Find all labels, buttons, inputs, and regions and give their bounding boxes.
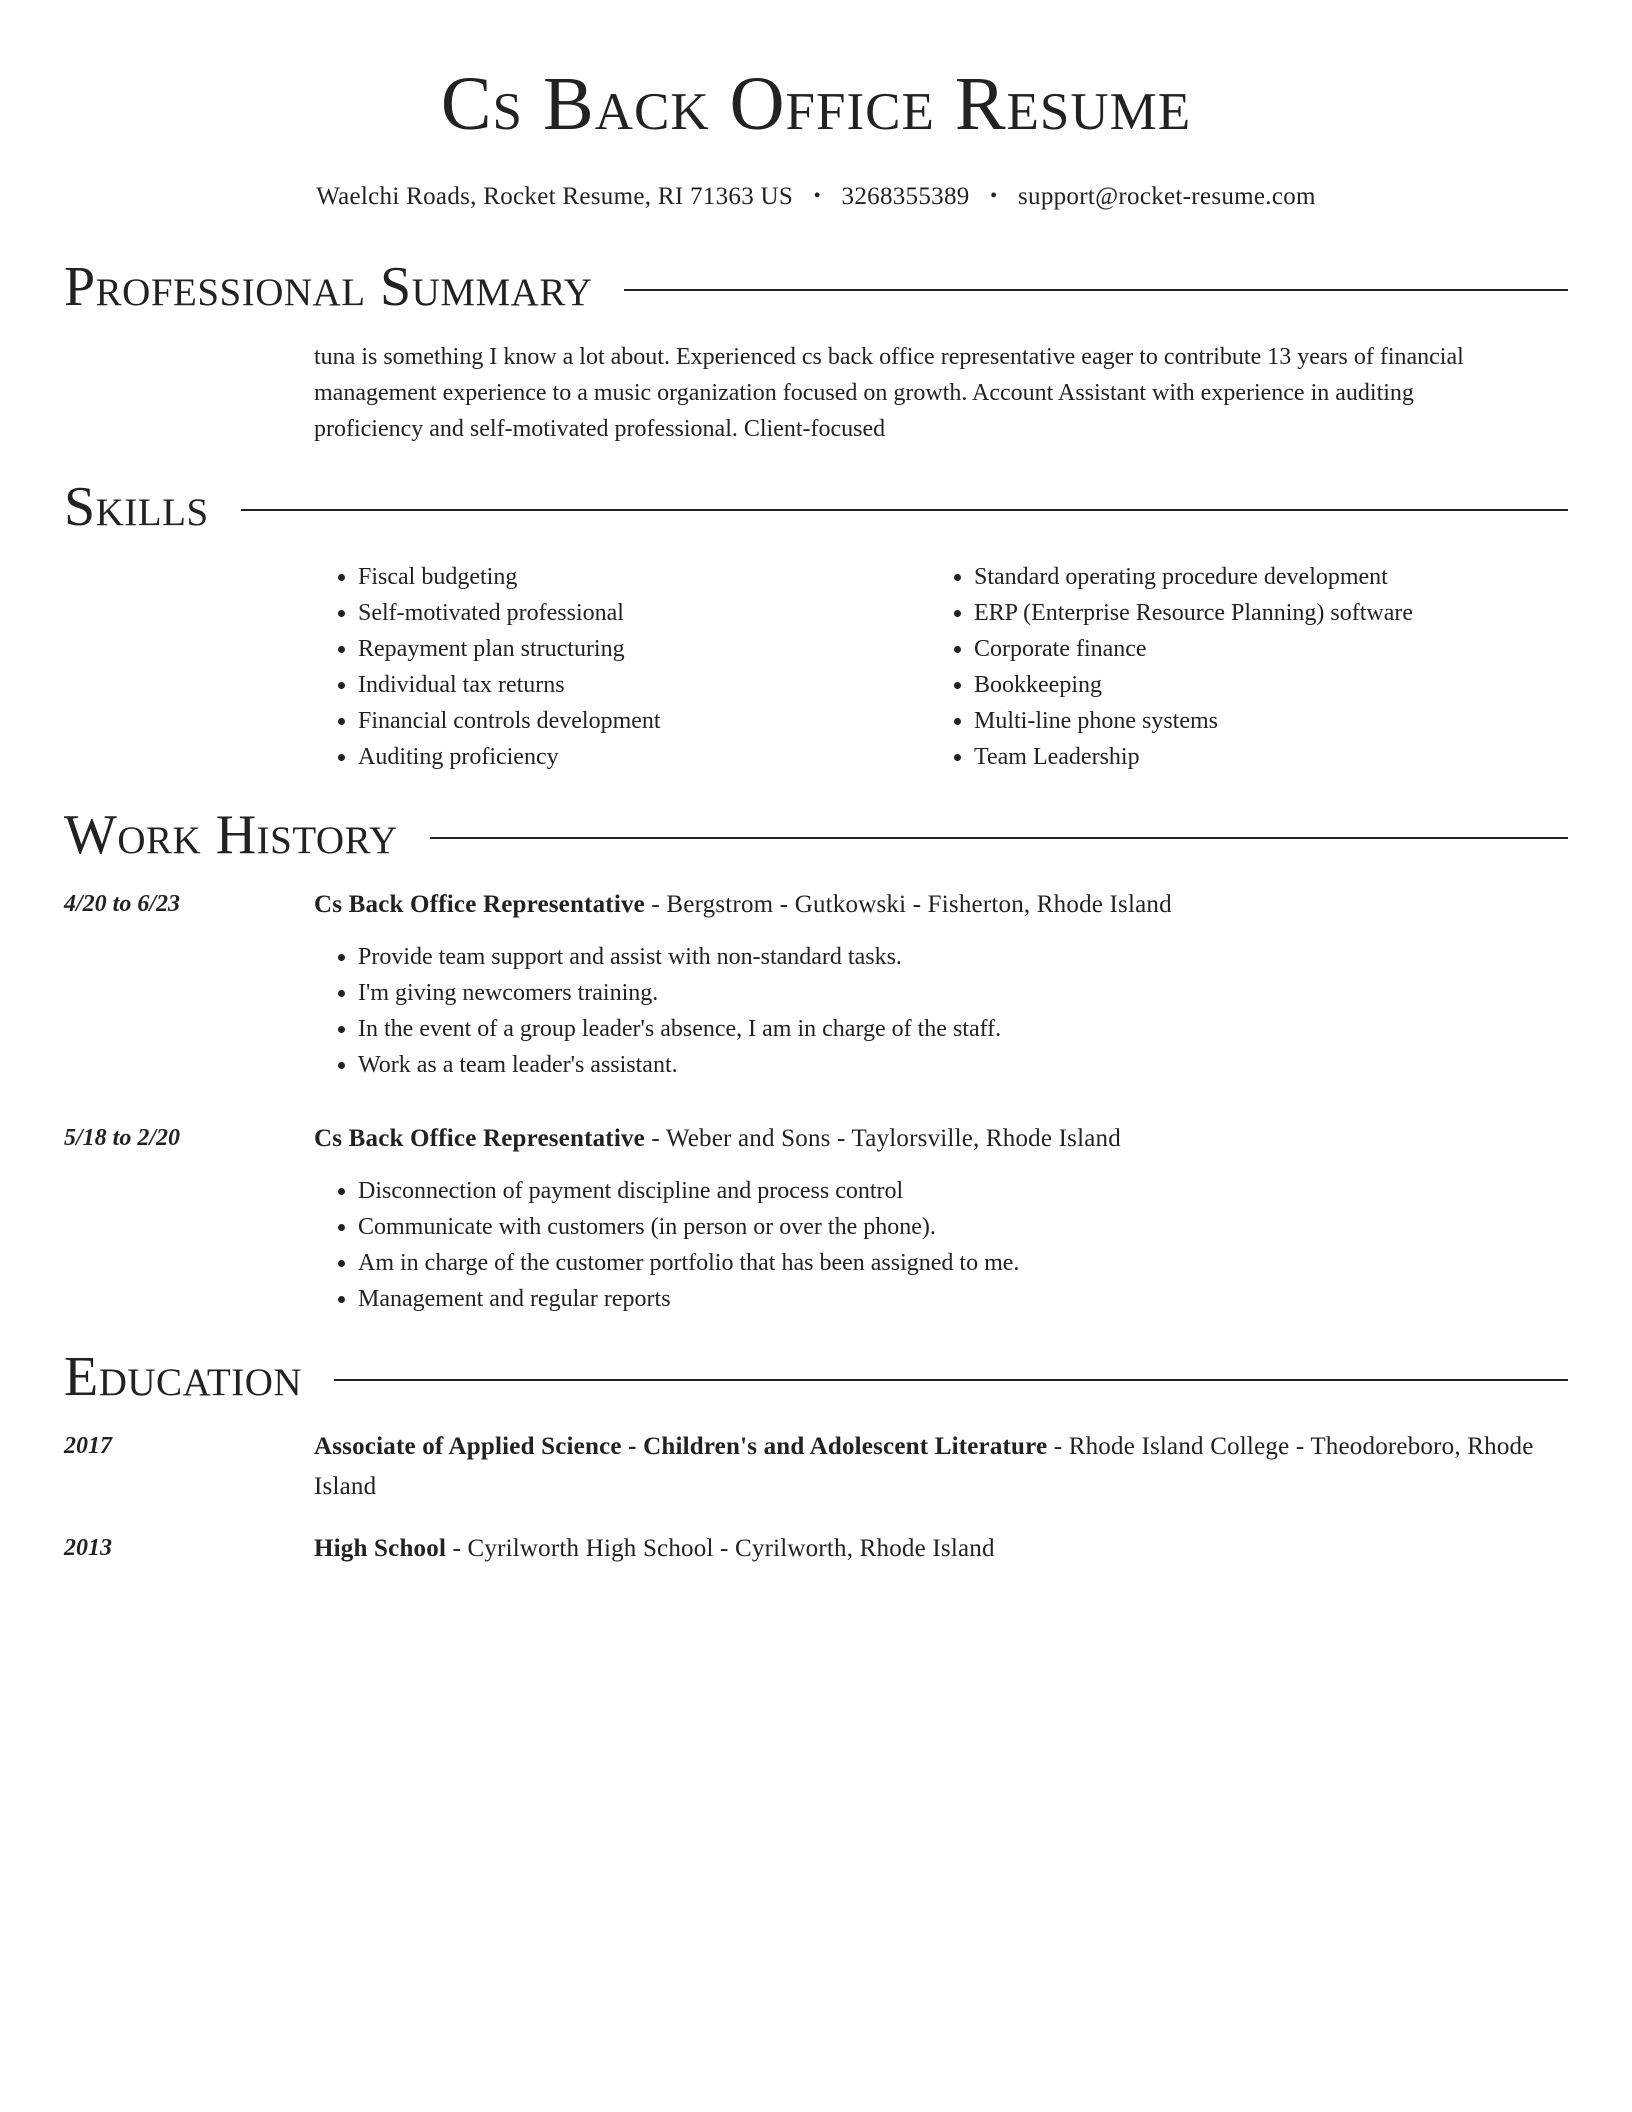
skill-item: • Auditing proficiency [358, 739, 930, 775]
summary-text: tuna is something I know a lot about. Experienced cs back office representative eager to contribute 13 years of financial management experience to a music organization focused on growth. Account Assistant with experience in auditing proficiency and self-motivated professional. Client-focused [314, 344, 1464, 442]
address-text: Waelchi Roads, Rocket Resume, RI 71363 US [316, 183, 794, 210]
job-entry [64, 885, 1568, 1083]
education-entry [64, 1529, 1568, 1569]
skills-divider [241, 509, 1568, 511]
job-body [314, 1119, 1568, 1317]
job-bullet: • Am in charge of the customer portfolio that has been assigned to me. [358, 1245, 1568, 1281]
skills-list [314, 559, 1568, 775]
job-bullet: • Provide team support and assist with non-standard tasks. [358, 939, 1568, 975]
job-title-line [314, 885, 1568, 925]
job-bullet: • In the event of a group leader's absence, I am in charge of the staff. [358, 1011, 1568, 1047]
education-degree: Associate of Applied Science - Children's and Adolescent Literature [314, 1433, 1048, 1460]
phone-text: 3268355389 [841, 183, 970, 210]
education-section-header [64, 1345, 1568, 1409]
separator-dot-1: • [813, 185, 821, 207]
job-body [314, 885, 1568, 1083]
work-divider [430, 837, 1568, 839]
job-dates: 5/18 to 2/20 [64, 1125, 181, 1151]
education-title-line [314, 1529, 1568, 1569]
skill-item: • Bookkeeping [974, 667, 1413, 703]
job-title: Cs Back Office Representative [314, 1125, 645, 1152]
summary-section-header [64, 255, 1568, 319]
education-year: 2017 [64, 1433, 112, 1459]
education-body [314, 1529, 1568, 1569]
skill-item: • Team Leadership [974, 739, 1413, 775]
education-entry [64, 1427, 1568, 1507]
skills-section-header [64, 475, 1568, 539]
skills-column-right [930, 559, 1413, 775]
job-bullet: • Communicate with customers (in person or over the phone). [358, 1209, 1568, 1245]
job-bullet: • Work as a team leader's assistant. [358, 1047, 1568, 1083]
job-bullet: • Disconnection of payment discipline and process control [358, 1173, 1568, 1209]
skill-item: • Standard operating procedure development [974, 559, 1413, 595]
education-body [314, 1427, 1568, 1507]
work-section-header [64, 803, 1568, 867]
skill-item: • Repayment plan structuring [358, 631, 930, 667]
summary-divider [624, 289, 1568, 291]
job-bullet: • I'm giving newcomers training. [358, 975, 1568, 1011]
job-title: Cs Back Office Representative [314, 891, 645, 918]
job-bullet: • Management and regular reports [358, 1281, 1568, 1317]
education-degree: High School [314, 1535, 447, 1562]
skill-item: • Financial controls development [358, 703, 930, 739]
skill-item: • Multi-line phone systems [974, 703, 1413, 739]
resume-title: Cs Back Office Resume [440, 62, 1192, 146]
education-title-line [314, 1427, 1568, 1507]
skills-heading: Skills [64, 476, 209, 538]
separator-dot-2: • [990, 185, 998, 207]
skill-item: • Self-motivated professional [358, 595, 930, 631]
skill-item: • Fiscal budgeting [358, 559, 930, 595]
job-bullets [314, 1173, 1568, 1317]
skills-column-left [314, 559, 930, 775]
job-employer: - Weber and Sons - Taylorsville, Rhode Island [644, 1125, 1121, 1152]
contact-line [64, 180, 1568, 215]
job-title-line [314, 1119, 1568, 1159]
education-list [64, 1427, 1568, 1569]
job-entry [64, 1119, 1568, 1317]
summary-heading: Professional Summary [64, 256, 593, 318]
skill-item: • Individual tax returns [358, 667, 930, 703]
skill-item: • Corporate finance [974, 631, 1413, 667]
education-school: - Cyrilworth High School - Cyrilworth, Rhode Island [446, 1535, 995, 1562]
skill-item: • ERP (Enterprise Resource Planning) software [974, 595, 1413, 631]
education-divider [334, 1379, 1568, 1381]
job-employer: - Bergstrom - Gutkowski - Fisherton, Rhode Island [644, 891, 1172, 918]
work-heading: Work History [64, 804, 398, 866]
education-year: 2013 [64, 1535, 112, 1561]
job-dates: 4/20 to 6/23 [64, 891, 181, 917]
education-heading: Education [64, 1346, 303, 1408]
email-link[interactable]: support@rocket-resume.com [1017, 183, 1316, 210]
job-bullets [314, 939, 1568, 1083]
education-school: - Rhode Island College - Theodoreboro, Rhode Island [314, 1433, 1534, 1500]
